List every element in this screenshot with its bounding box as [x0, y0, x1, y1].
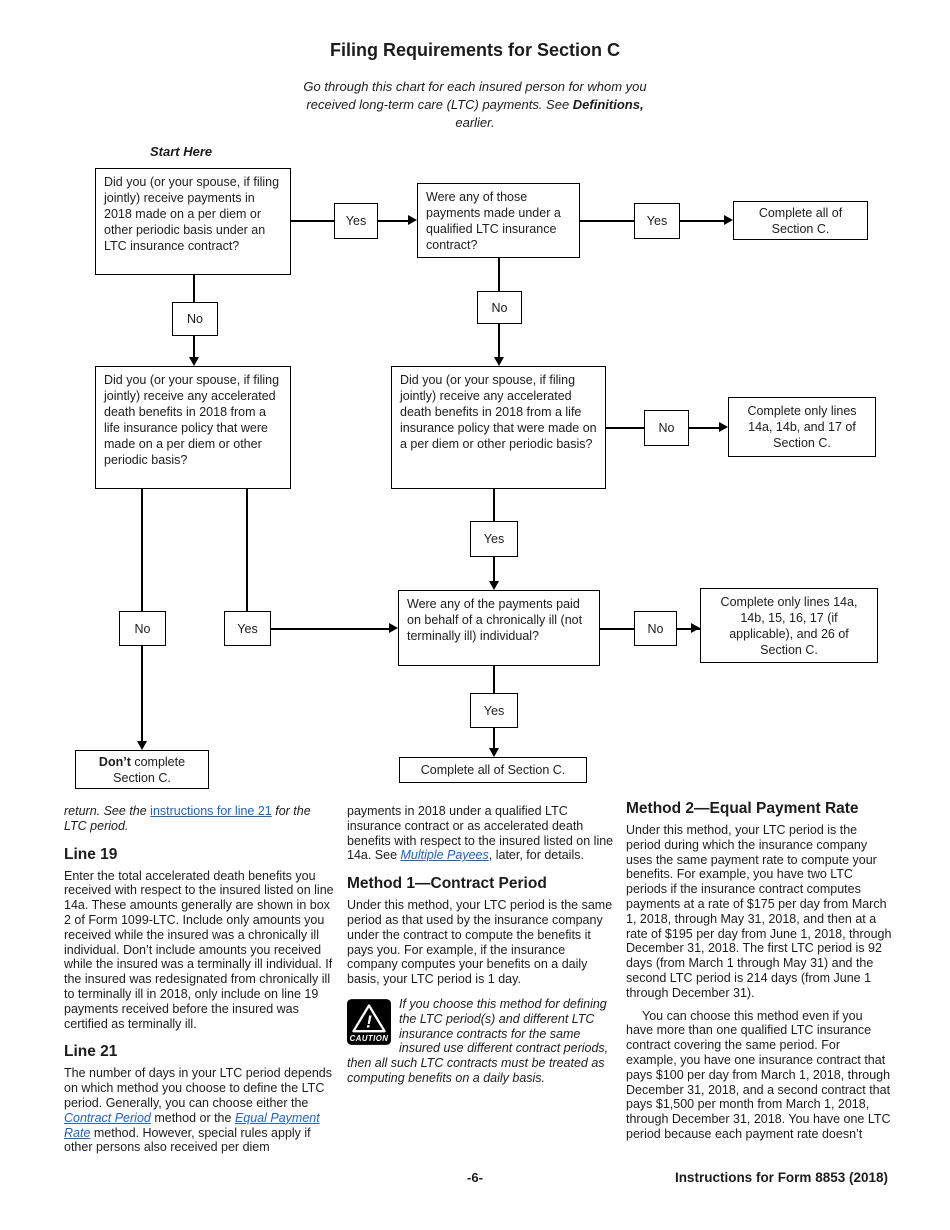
column-left	[64, 804, 336, 1163]
intro-pre: Go through this chart for each insured person for whom you received long-term care (LTC) payments. See	[303, 79, 647, 112]
caution-exclaim-glyph: !	[366, 1011, 372, 1032]
flow-line	[680, 220, 725, 222]
footer-form-title: Instructions for Form 8853 (2018)	[674, 1170, 888, 1185]
instructions-for-line-21-link[interactable]: instructions for line 21	[150, 804, 272, 818]
line19-paragraph: Enter the total accelerated death benefits you received with respect to the insured listed on line 14a. These amounts generally are shown in box 2 of Form 1099-LTC. Include only amounts you received while the insured was a chronically ill individual. Don’t include amounts you received while the insured was a terminally ill individual. If the insured was redesignated from chronically ill to terminally ill in 2018, only include on line 19 payments received before the insured was certified as terminally ill.	[64, 868, 334, 1031]
payees-post: , later, for details.	[488, 848, 584, 863]
line21-text-2: method or the	[150, 1110, 235, 1125]
intro-definitions-ref: Definitions,	[572, 97, 644, 112]
line19-heading: Line 19	[64, 845, 118, 863]
flow-result-complete-all-bottom: Complete all of Section C.	[399, 757, 587, 783]
page-number: -6-	[467, 1170, 483, 1185]
flow-question-chronically-ill: Were any of the payments paid on behalf of a chronically ill (not terminally ill) individual?	[398, 590, 600, 666]
flow-line	[606, 427, 644, 429]
method2-heading: Method 2—Equal Payment Rate	[626, 800, 859, 817]
multiple-payees-link[interactable]: Multiple Payees	[400, 848, 489, 863]
contract-period-link[interactable]: Contract Period	[64, 1110, 151, 1125]
flow-line	[498, 324, 500, 360]
flow-result-lines-14a-26: Complete only lines 14a, 14b, 15, 16, 17 (if applicable), and 26 of Section C.	[700, 588, 878, 663]
method1-paragraph: Under this method, your LTC period is the same period as that used by the insurance company under the contract to compute the benefits it pays you. For example, if the insurance company computes your benefits on a daily basis, your LTC period is 1 day.	[347, 898, 613, 987]
flow-arrow	[408, 215, 417, 225]
line21-heading: Line 21	[64, 1043, 118, 1061]
flow-line	[378, 220, 409, 222]
flow-arrow	[691, 623, 700, 633]
crossref-post: for the LTC period.	[64, 804, 311, 833]
flow-arrow	[137, 741, 147, 750]
flow-line	[493, 728, 495, 750]
flow-line	[580, 220, 634, 222]
line21-text-1: The number of days in your LTC period depends on which method you choose to define the LTC period. Generally, you can choose either the	[64, 1066, 332, 1110]
flow-line	[193, 275, 195, 303]
payees-pre: payments in 2018 under a qualified LTC insurance contract or as accelerated death benefits with respect to the insured listed on line 14a. See	[347, 804, 614, 863]
flow-arrow	[494, 357, 504, 366]
line21-crossref-paragraph	[64, 804, 336, 834]
caution-text: If you choose this method for defining the LTC period(s) and different LTC insurance contracts for the same insured use different contract periods, then all such LTC contracts must be treated as computing benefits on a daily basis.	[347, 996, 609, 1085]
flow-label-no-2: No	[477, 291, 522, 324]
flow-question-per-diem-payments: Did you (or your spouse, if filing jointly) receive payments in 2018 made on a per diem or other periodic basis under an LTC insurance contract?	[95, 168, 291, 275]
caution-note	[347, 997, 615, 1086]
caution-icon	[347, 999, 391, 1045]
method2-paragraph-2: You can choose this method even if you have more than one qualified LTC insurance contract covering the same period. For example, you have one insurance contract that pays $100 per day from March 1, 2018, through December 31, 2018, and a second contract that pays $1,500 per month from March 1, 2018, through December 31, 2018. You have one LTC period because each payment rate doesn’t	[626, 1008, 891, 1141]
flow-arrow	[489, 581, 499, 590]
flow-line	[291, 220, 334, 222]
flow-arrow	[189, 357, 199, 366]
flow-label-no-4: No	[119, 611, 166, 646]
column-right	[626, 800, 892, 1150]
chart-intro	[285, 78, 665, 132]
flow-arrow	[489, 748, 499, 757]
start-here-label: Start Here	[150, 144, 213, 159]
flow-arrow	[389, 623, 398, 633]
flow-label-no-5: No	[634, 611, 677, 646]
line21-text-3: method. However, special rules apply if other persons also received per diem	[64, 1125, 311, 1155]
flow-line	[141, 489, 143, 611]
flow-line	[141, 646, 143, 744]
flow-line	[498, 258, 500, 291]
flow-line	[246, 489, 248, 611]
flow-result-lines-14a-14b-17: Complete only lines 14a, 14b, and 17 of Section C.	[728, 397, 876, 457]
flow-question-adb-left: Did you (or your spouse, if filing jointly) receive any accelerated death benefits in 2018 from a life insurance policy that were made on a per diem or other periodic basis?	[95, 366, 291, 489]
line21-paragraph	[64, 1066, 336, 1155]
flow-label-no-3: No	[644, 410, 689, 446]
caution-label: CAUTION	[349, 1034, 389, 1044]
flow-result-complete-all-top: Complete all of Section C.	[733, 201, 868, 240]
flow-arrow	[724, 215, 733, 225]
flow-label-yes-4: Yes	[224, 611, 271, 646]
flow-label-no-1: No	[172, 302, 218, 336]
flow-label-yes-5: Yes	[470, 693, 518, 728]
flow-label-yes-1: Yes	[334, 203, 378, 239]
flow-label-yes-2: Yes	[634, 203, 680, 239]
method1-heading: Method 1—Contract Period	[347, 875, 547, 893]
equal-payment-rate-link[interactable]: Equal Payment Rate	[64, 1110, 320, 1140]
flow-question-adb-middle: Did you (or your spouse, if filing jointly) receive any accelerated death benefits in 2018 from a life insurance policy that were made on a per diem or other periodic basis?	[391, 366, 606, 489]
flow-line	[493, 489, 495, 521]
multiple-payees-paragraph	[347, 804, 615, 863]
page-title: Filing Requirements for Section C	[329, 40, 621, 60]
intro-post: earlier.	[455, 115, 495, 130]
flow-line	[271, 628, 390, 630]
flow-label-yes-3: Yes	[470, 521, 518, 557]
method2-paragraph-1: Under this method, your LTC period is the period during which the insurance company uses the same payment rate to compute your benefits. For example, you have two LTC periods if the insurance contract computes payments at a rate of $175 per day from March 1, 2018, through May 31, 2018, and then at a rate of $195 per day from June 1, 2018, through December 31, 2018. The first LTC period is 92 days (from March 1 through May 31) and the second LTC period is 214 days (from June 1 through December 31).	[626, 823, 892, 1000]
flow-line	[600, 628, 634, 630]
crossref-pre: return. See the	[64, 804, 151, 818]
flow-question-qualified-contract: Were any of those payments made under a qualified LTC insurance contract?	[417, 183, 580, 258]
flow-line	[689, 427, 720, 429]
flow-line	[493, 557, 495, 583]
dont-complete-text: Don’t complete Section C.	[98, 754, 186, 785]
flow-line	[493, 666, 495, 693]
flow-result-dont-complete	[75, 750, 209, 789]
flow-arrow	[719, 422, 728, 432]
column-middle	[347, 804, 615, 1086]
